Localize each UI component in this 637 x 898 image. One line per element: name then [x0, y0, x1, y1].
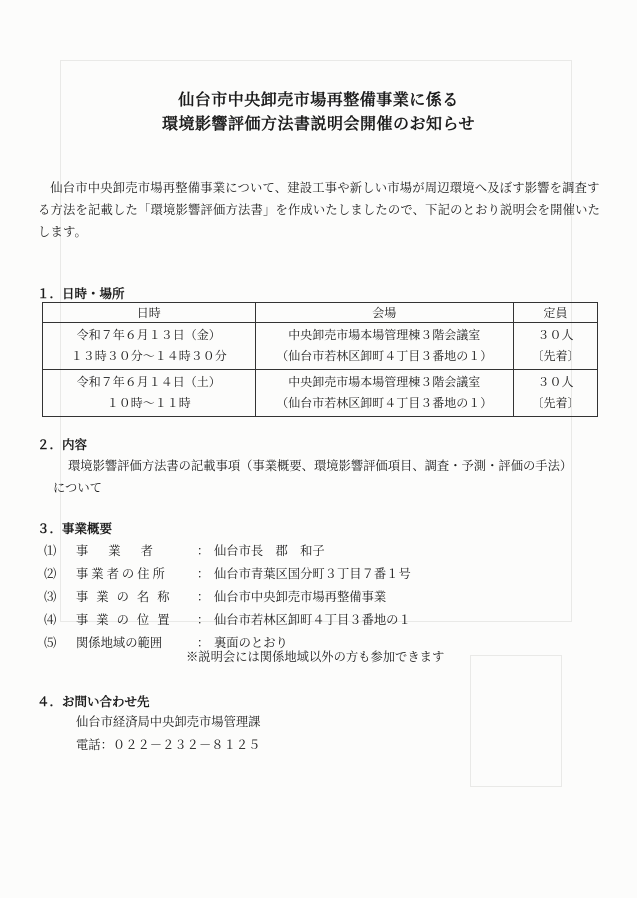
session-date: 令和７年６月１３日（金）: [76, 328, 221, 342]
section-1-heading: １．日時・場所: [37, 286, 125, 301]
colon: ：: [196, 566, 210, 581]
list-item: [44, 607, 524, 630]
item-number: ⑶: [44, 589, 57, 604]
cell-capacity: [514, 323, 598, 370]
item-label: [76, 541, 192, 559]
capacity-note: 〔先着〕: [531, 349, 580, 363]
cell-venue: [255, 370, 513, 417]
cell-datetime: [43, 370, 256, 417]
item-value: 仙台市青葉区国分町３丁目７番１号: [214, 566, 411, 581]
session-date: 令和７年６月１４日（土）: [76, 375, 221, 389]
item-label-text: 事業の位置: [76, 612, 178, 627]
list-item: [44, 584, 524, 607]
item-label: [76, 633, 192, 651]
item-number: ⑷: [44, 612, 57, 627]
title-line-1: 仙台市中央卸売市場再整備事業に係る: [178, 90, 459, 109]
list-item: [44, 561, 524, 584]
item-label-text: 事業者: [76, 543, 173, 558]
venue-name: 中央卸売市場本場管理棟３階会議室: [288, 328, 481, 342]
contact-department: 仙台市経済局中央卸売市場管理課: [76, 715, 261, 729]
title-line-2: 環境影響評価方法書説明会開催のお知らせ: [161, 114, 476, 133]
cell-venue: [255, 323, 513, 370]
capacity-value: ３０人: [537, 375, 574, 389]
session-time: １０時～１１時: [106, 396, 191, 410]
contact-phone: 電話：０２２－２３２－８１２５: [76, 738, 261, 752]
section-2-line-1: 環境影響評価方法書の記載事項（事業概要、環境影響評価項目、調査・予測・評価の手法）: [68, 459, 573, 473]
item-number: ⑸: [44, 635, 57, 650]
capacity-note: 〔先着〕: [531, 396, 580, 410]
venue-address: （仙台市若林区卸町４丁目３番地の１）: [276, 349, 493, 363]
schedule-table: [42, 302, 598, 417]
colon: ：: [196, 589, 210, 604]
venue-name: 中央卸売市場本場管理棟３階会議室: [288, 375, 481, 389]
venue-address: （仙台市若林区卸町４丁目３番地の１）: [276, 396, 493, 410]
col-header-capacity: 定員: [514, 303, 598, 323]
section-2-heading: ２．内容: [37, 437, 88, 452]
item-label-text: 事業の名称: [76, 589, 178, 604]
cell-capacity: [514, 370, 598, 417]
item-label: [76, 610, 192, 628]
section-2-line-2: について: [53, 481, 102, 495]
capacity-value: ３０人: [537, 328, 574, 342]
session-time: １３時３０分～１４時３０分: [70, 349, 227, 363]
item-label: [76, 587, 192, 605]
cell-datetime: [43, 323, 256, 370]
intro-paragraph: 仙台市中央卸売市場再整備事業について、建設工事や新しい市場が周辺環境へ及ぼす影響を調査する方法を記載した「環境影響評価方法書」を作成いたしましたので、下記のとおり説明会を開催いたします。: [38, 181, 601, 239]
section-4-heading: ４．お問い合わせ先: [37, 694, 150, 709]
table-row: [43, 323, 598, 370]
participation-note: ※説明会には関係地域以外の方も参加できます: [186, 650, 445, 664]
item-label: [76, 564, 192, 582]
item-label-text: 関係地域の範囲: [76, 635, 163, 650]
col-header-datetime: 日時: [43, 303, 256, 323]
colon: ：: [196, 612, 210, 627]
overview-list: [44, 538, 524, 653]
item-number: ⑵: [44, 566, 57, 581]
item-number: ⑴: [44, 543, 57, 558]
item-value: 裏面のとおり: [214, 635, 288, 650]
colon: ：: [196, 635, 210, 650]
section-3-heading: ３．事業概要: [37, 521, 113, 536]
item-value: 仙台市中央卸売市場再整備事業: [214, 589, 387, 604]
item-value: 仙台市長 郡 和子: [214, 543, 325, 558]
item-label-text: 事業者の住所: [76, 566, 168, 581]
item-value: 仙台市若林区卸町４丁目３番地の１: [214, 612, 411, 627]
col-header-venue: 会場: [255, 303, 513, 323]
list-item: [44, 538, 524, 561]
colon: ：: [196, 543, 210, 558]
show-through-legend: [470, 655, 562, 787]
table-row: [43, 370, 598, 417]
schedule-header-row: [43, 303, 598, 323]
